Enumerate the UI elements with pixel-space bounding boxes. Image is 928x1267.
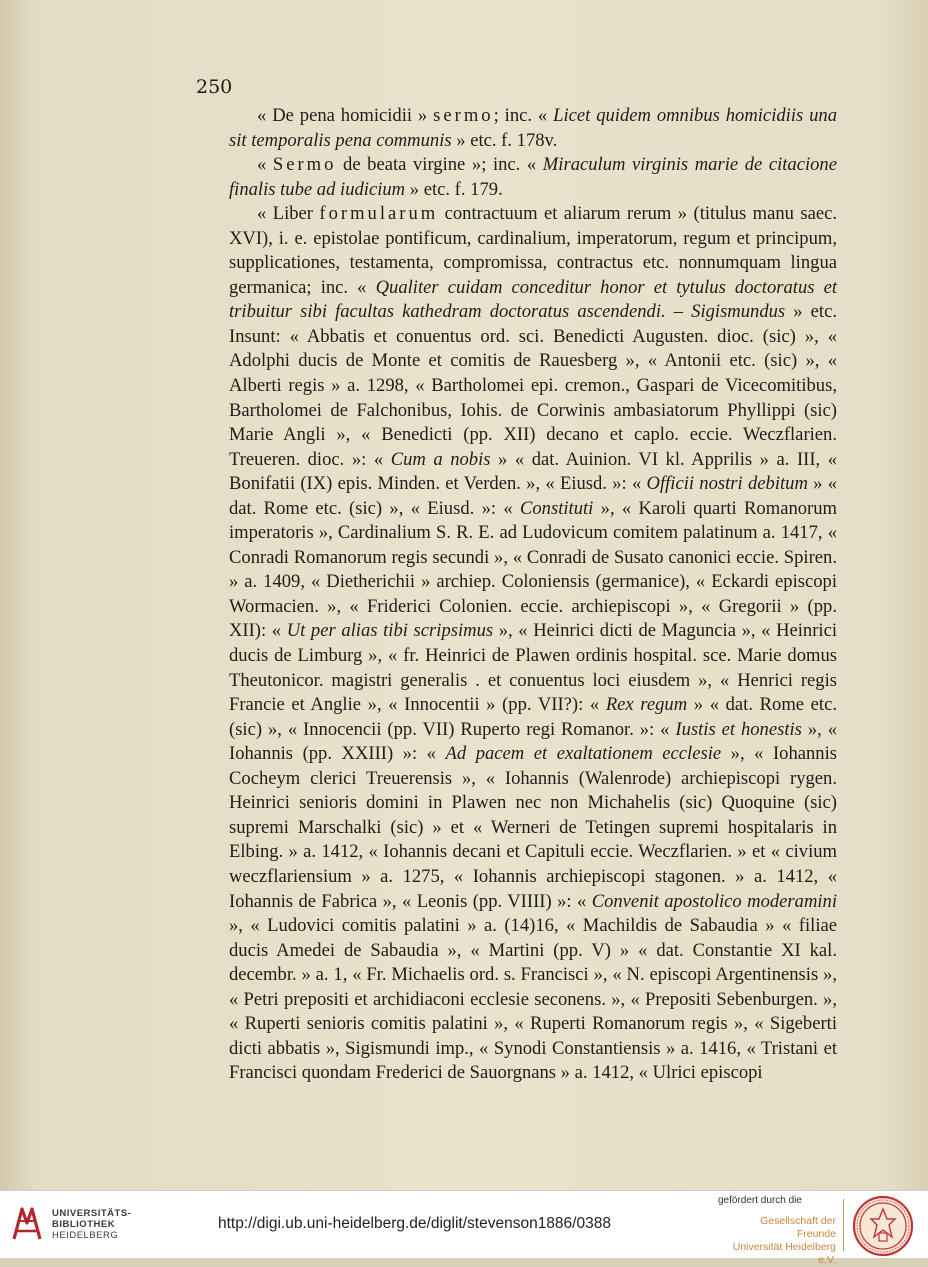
text-run: Ad pacem et exaltationem ecclesie: [445, 743, 722, 765]
text-run: sermo: [433, 105, 494, 126]
text-run: Miraculum virginis marie de citacione finalis tube ad iudicium: [229, 154, 837, 200]
university-library-name: [52, 1208, 131, 1241]
sponsor-name-line-2: Universität Heidelberg e.V.: [732, 1241, 836, 1266]
text-run: » etc. Insunt: « Abbatis et conuentus ord. sci. Benedicti Augusten. dioc. (sic) », « Adolphi ducis de Monte et comitis de Rauesberg », « Antonii etc. (sic) », « Alberti regis » a. 1298, « Bartholomei epi. cremon., Gaspari de Vicecomitibus, Bartholomei de Falchonibus, Iohis. de Corwinis ambasiatorum Phyllippi (sic) Marie Angli », « Benedicti (pp. XII) decano et caplo. eccie. Weczflarien. Treueren. dioc. »: «: [229, 301, 837, 470]
paragraph: [229, 104, 837, 153]
text-run: ; inc. «: [493, 105, 554, 126]
text-run: Ut per alias tibi scripsimus: [286, 620, 494, 642]
text-run: Convenit apostolico moderamini: [591, 890, 838, 912]
text-run: « Liber: [257, 203, 320, 225]
text-run: Iustis et honestis: [675, 718, 802, 740]
paragraph: [229, 153, 837, 202]
sponsor-divider: [843, 1199, 844, 1251]
text-run: » « dat. Rome etc. (sic) », « Eiusd. »: «: [229, 473, 838, 519]
university-seal-icon: [852, 1195, 914, 1257]
text-run: de beata virgine »; inc. «: [336, 154, 543, 176]
body-text: [229, 104, 837, 1086]
text-run: », « Iohannis Cocheym clerici Treuerensis », « Iohannis (Walenrode) archiepiscopi rygen. Heinrici senioris domini in Plawen nec non Michahelis (sic) Quoquine (sic) supremi Marschalki (sic) » et « Werneri de Tetingen supremi hospitalaris in Elbing. » a. 1412, « Iohannis decani et Capituli eccie. Weczflarien. » et « civium weczflariensium » a. 1275, « Iohannis archiepiscopi stagonen. » a. 1412, « Iohannis de Fabrica », « Leonis (pp. VIIII) »: «: [229, 743, 837, 912]
text-run: «: [257, 154, 273, 176]
text-run: Qualiter cuidam conceditur honor et tytulus doctoratus et tribuitur sibi facultas kathedram doctoratus ascendendi. – Sigismundus: [229, 276, 838, 323]
library-name-line-3: HEIDELBERG: [52, 1230, 119, 1241]
text-run: Licet quidem omnibus homicidiis una sit temporalis pena communis: [229, 105, 838, 151]
page-number: 250: [196, 76, 233, 98]
library-name-line-2: BIBLIOTHEK: [52, 1219, 116, 1230]
text-run: formularum: [319, 203, 439, 225]
paragraph: [229, 202, 837, 1086]
text-run: » etc. f. 178v.: [451, 129, 558, 151]
text-run: », « Ludovici comitis palatini » a. (14)16, « Machildis de Sabaudia » « filiae ducis Amedei de Sabaudia », « Martini (pp. V) » « dat. Constantie XI kal. decembr. » a. 1, « Fr. Michaelis ord. s. Francisci », « N. episcopi Argentinensis », « Petri prepositi et archidiaconi ecclesie seconens. », « Prepositi Sebenburgen. », « Ruperti senioris comitis palatini », « Ruperti Romanorum regis », « Sigeberti dicti abbatis », Sigismundi imp., « Synodi Constantiensis » a. 1416, « Tristani et Francisci quondam Frederici de Sauorgnans » a. 1412, « Ulrici episcopi: [229, 915, 837, 1084]
sponsor-label: gefördert durch die: [718, 1195, 802, 1206]
text-run: » etc. f. 179.: [405, 178, 503, 200]
sponsor-name-line-1: Gesellschaft der Freunde: [760, 1215, 836, 1240]
footer-bar: [0, 1190, 928, 1266]
text-run: « De pena homicidii »: [257, 105, 434, 126]
text-run: », « Iohannis (pp. XXIII) »: «: [229, 718, 837, 765]
text-run: Sermo: [272, 154, 337, 176]
sponsor-name: [720, 1215, 836, 1267]
text-run: », « Karoli quarti Romanorum imperatoris », Cardinalium S. R. E. ad Ludovicum comitem palatinum a. 1417, « Conradi Romanorum regis secundi », « Conradi de Susato canonici eccie. Spiren. » a. 1409, « Dietherichii » archiep. Coloniensis (germanice), « Eckardi episcopi Wormacien. », « Friderici Colonien. eccie. archiepiscopi », « Gregorii » (pp. XII): «: [229, 497, 837, 642]
text-run: Officii nostri debitum: [646, 473, 808, 495]
library-name-line-1: UNIVERSITÄTS-: [52, 1208, 132, 1219]
university-library-logo-icon: [8, 1201, 46, 1247]
text-run: » « dat. Rome etc. (sic) », « Innocencii (pp. VII) Ruperto regi Romanor. »: «: [229, 694, 837, 740]
permalink-url[interactable]: http://digi.ub.uni-heidelberg.de/diglit/stevenson1886/0388: [218, 1215, 611, 1232]
text-run: Cum a nobis: [390, 448, 491, 470]
text-run: Constituti: [519, 497, 594, 519]
text-run: », « Heinrici dicti de Maguncia », « Heinrici ducis de Limburg », « fr. Heinrici de Plawen ordinis hospital. sce. Marie domus Theutonicor. magistri generalis . et conuentus loci eiusdem », « Henrici regis Francie et Anglie », « Innocentii » (pp. VII?): «: [229, 620, 837, 716]
text-run: Rex regum: [605, 694, 688, 716]
text-run: » « dat. Auinion. VI kl. Apprilis » a. III, « Bonifatii (IX) epis. Minden. et Verden. », « Eiusd. »: «: [229, 448, 838, 495]
text-run: contractuum et aliarum rerum » (titulus manu saec. XVI), i. e. epistolae pontificum, cardinalium, imperatorum, regum et principum, supplicationes, testamenta, compromissa, contractus etc. nonnumquam lingua germanica; inc. «: [229, 203, 837, 298]
